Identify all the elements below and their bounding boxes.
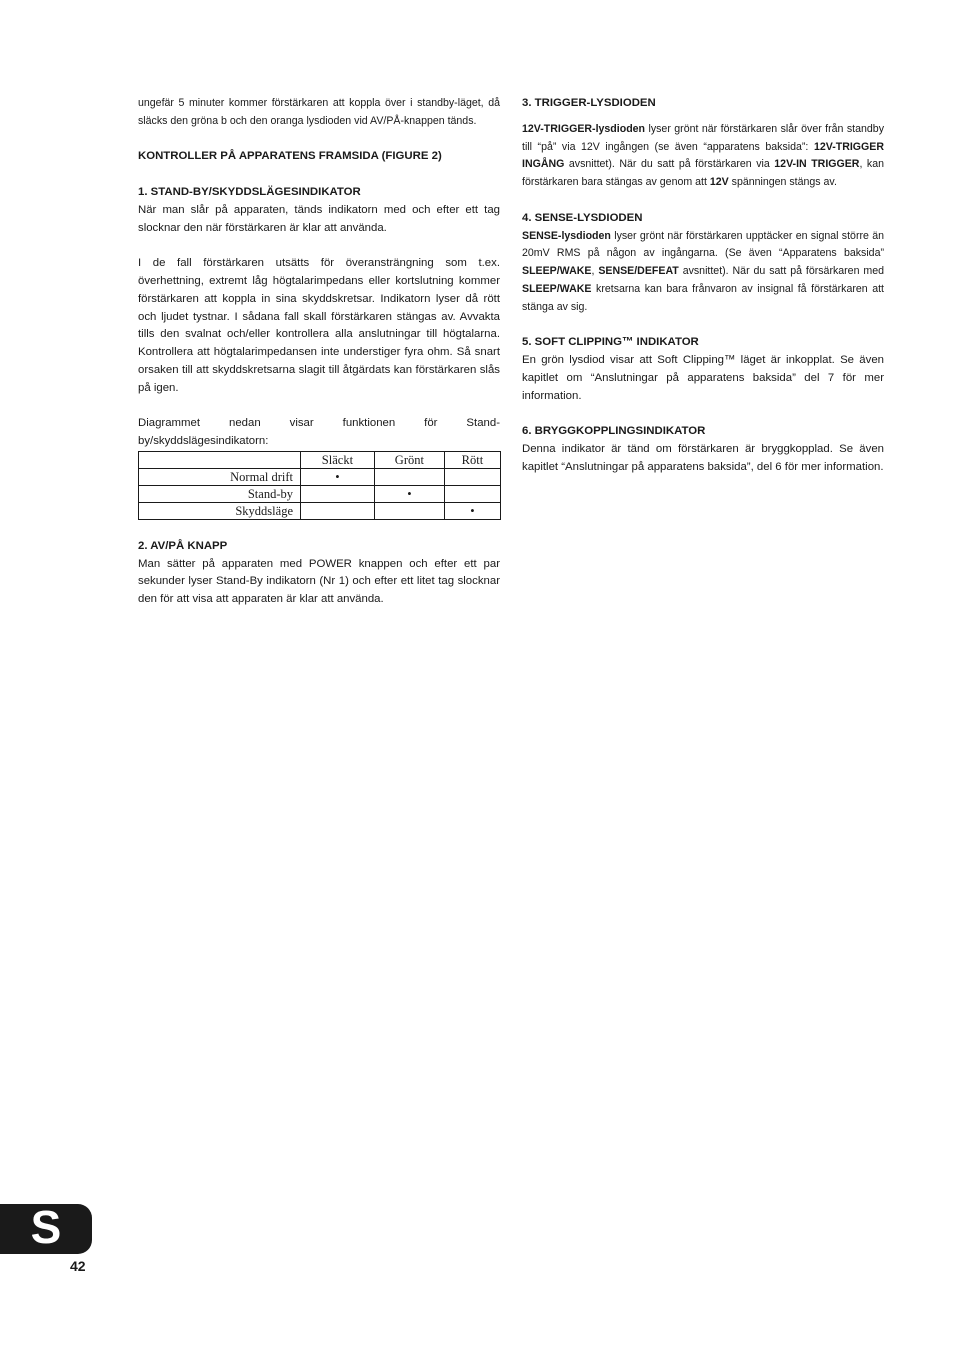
text-run: , kan förstärkaren bara stängas av genom att bbox=[522, 158, 885, 189]
paragraph-standby-1: När man slår på apparaten, tänds indikatorn med och efter ett tag slocknar den när förstärkaren är klar att använda. bbox=[138, 203, 500, 234]
text-run: spänningen stängs av. bbox=[728, 176, 837, 189]
text-run: avsnittet). När du satt på förstärkaren via bbox=[564, 158, 775, 171]
table-header: Grönt bbox=[374, 451, 444, 468]
paragraph-diagram-intro: Diagrammet nedan visar funktionen för Stand-by/skyddslägesindikatorn: bbox=[138, 417, 500, 448]
table-cell bbox=[444, 468, 500, 485]
paragraph-soft-clipping: En grön lysdiod visar att Soft Clipping™ läget är inkopplat. Se även kapitlet om “Anslutningar på apparatens baksida” del 7 för mer information. bbox=[522, 354, 884, 402]
row-label: Skyddsläge bbox=[139, 502, 301, 519]
left-column bbox=[138, 95, 500, 609]
right-column bbox=[522, 95, 884, 477]
table-header: Rött bbox=[444, 451, 500, 468]
heading-trigger-led: 3. TRIGGER-LYSDIODEN bbox=[522, 97, 656, 109]
table-cell bbox=[374, 468, 444, 485]
paragraph-power-button: Man sätter på apparaten med POWER knappen och efter ett par sekunder lyser Stand-By indikatorn (Nr 1) och efter ett litet tag slocknar den för att visa att apparaten är klar att använda. bbox=[138, 557, 500, 606]
paragraph-sense-led bbox=[522, 228, 884, 317]
heading-sense-led: 4. SENSE-LYSDIODEN bbox=[522, 211, 643, 224]
bold-term: 12V-TRIGGER-lysdioden bbox=[522, 122, 646, 135]
text-run: , bbox=[591, 265, 599, 278]
paragraph-bridge-indicator: Denna indikator är tänd om förstärkaren är bryggkopplad. Se även kapitlet “Anslutningar på apparatens baksida”, del 6 för mer information. bbox=[522, 443, 884, 473]
table-cell bbox=[444, 485, 500, 502]
heading-soft-clipping: 5. SOFT CLIPPING™ INDIKATOR bbox=[522, 336, 699, 349]
table-cell: • bbox=[374, 485, 444, 502]
heading-power-button: 2. AV/PÅ KNAPP bbox=[138, 539, 228, 552]
indicator-table bbox=[138, 451, 501, 520]
table-header-row bbox=[139, 451, 501, 468]
table-cell bbox=[301, 485, 375, 502]
paragraph-trigger-led bbox=[522, 121, 884, 192]
page-number: 42 bbox=[70, 1258, 86, 1274]
bold-term: SLEEP/WAKE bbox=[522, 265, 592, 278]
table-cell bbox=[301, 502, 375, 519]
bold-term: SENSE-lysdioden bbox=[522, 229, 611, 242]
section-title: KONTROLLER PÅ APPARATENS FRAMSIDA (FIGURE 2) bbox=[138, 150, 442, 163]
bold-term: SENSE/DEFEAT bbox=[598, 265, 679, 278]
language-tab-label: S bbox=[30, 1201, 62, 1253]
language-tab bbox=[0, 1201, 92, 1254]
bold-term: 12V-TRIGGER INGÅNG bbox=[522, 140, 884, 171]
bold-term: 12V bbox=[709, 176, 729, 189]
heading-standby-indicator: 1. STAND-BY/SKYDDSLÄGESINDIKATOR bbox=[138, 185, 361, 198]
table-cell: • bbox=[444, 502, 500, 519]
table-row bbox=[139, 468, 501, 485]
text-run: kretsarna kan bara frånvaron av insignal få förstärkaren att stänga av sig. bbox=[522, 282, 884, 313]
text-run: lyser grönt när förstärkaren upptäcker en signal större än 20mV RMS på någon av ingångarna. (Se även “Apparatens baksida” bbox=[522, 229, 884, 260]
table-row bbox=[139, 485, 501, 502]
text-run: lyser grönt när förstärkaren slår över från standby till “på” via 12V ingången (se även “apparatens baksida”: bbox=[522, 122, 884, 153]
row-label: Normal drift bbox=[139, 468, 301, 485]
text-run: avsnittet). När du satt på försärkaren med bbox=[678, 265, 884, 278]
intro-paragraph: ungefär 5 minuter kommer förstärkaren att koppla över i standby-läget, då släcks den gröna b och den oranga lysdioden vid AV/PÅ-knappen tänds. bbox=[138, 97, 500, 127]
table-row bbox=[139, 502, 501, 519]
row-label: Stand-by bbox=[139, 485, 301, 502]
bold-term: 12V-IN TRIGGER bbox=[774, 158, 860, 171]
table-corner-cell bbox=[139, 451, 301, 468]
table-cell: • bbox=[301, 468, 375, 485]
table-header: Släckt bbox=[301, 451, 375, 468]
paragraph-standby-2: I de fall förstärkaren utsätts för överansträngning som t.ex. överhettning, extremt låg högtalarimpedans eller kortslutning kommer förstärkaren att koppla in sina skyddskretsar. Indikatorn lyser då rött och ljudet tystnar. I sådana fall skall förstärkaren stängas av. Avvakta tills den svalnat och/eller kontrollera alla anslutningar till högtalarna. Kontrollera att högtalarimpedansen inte understiger fyra ohm. Så snart orsaken till att skyddskretsarna slagit till åtgärdats kan förstärkaren slås på igen. bbox=[138, 257, 500, 394]
bold-term: SLEEP/WAKE bbox=[522, 282, 592, 295]
heading-bridge-indicator: 6. BRYGGKOPPLINGSINDIKATOR bbox=[522, 425, 706, 438]
table-cell bbox=[374, 502, 444, 519]
